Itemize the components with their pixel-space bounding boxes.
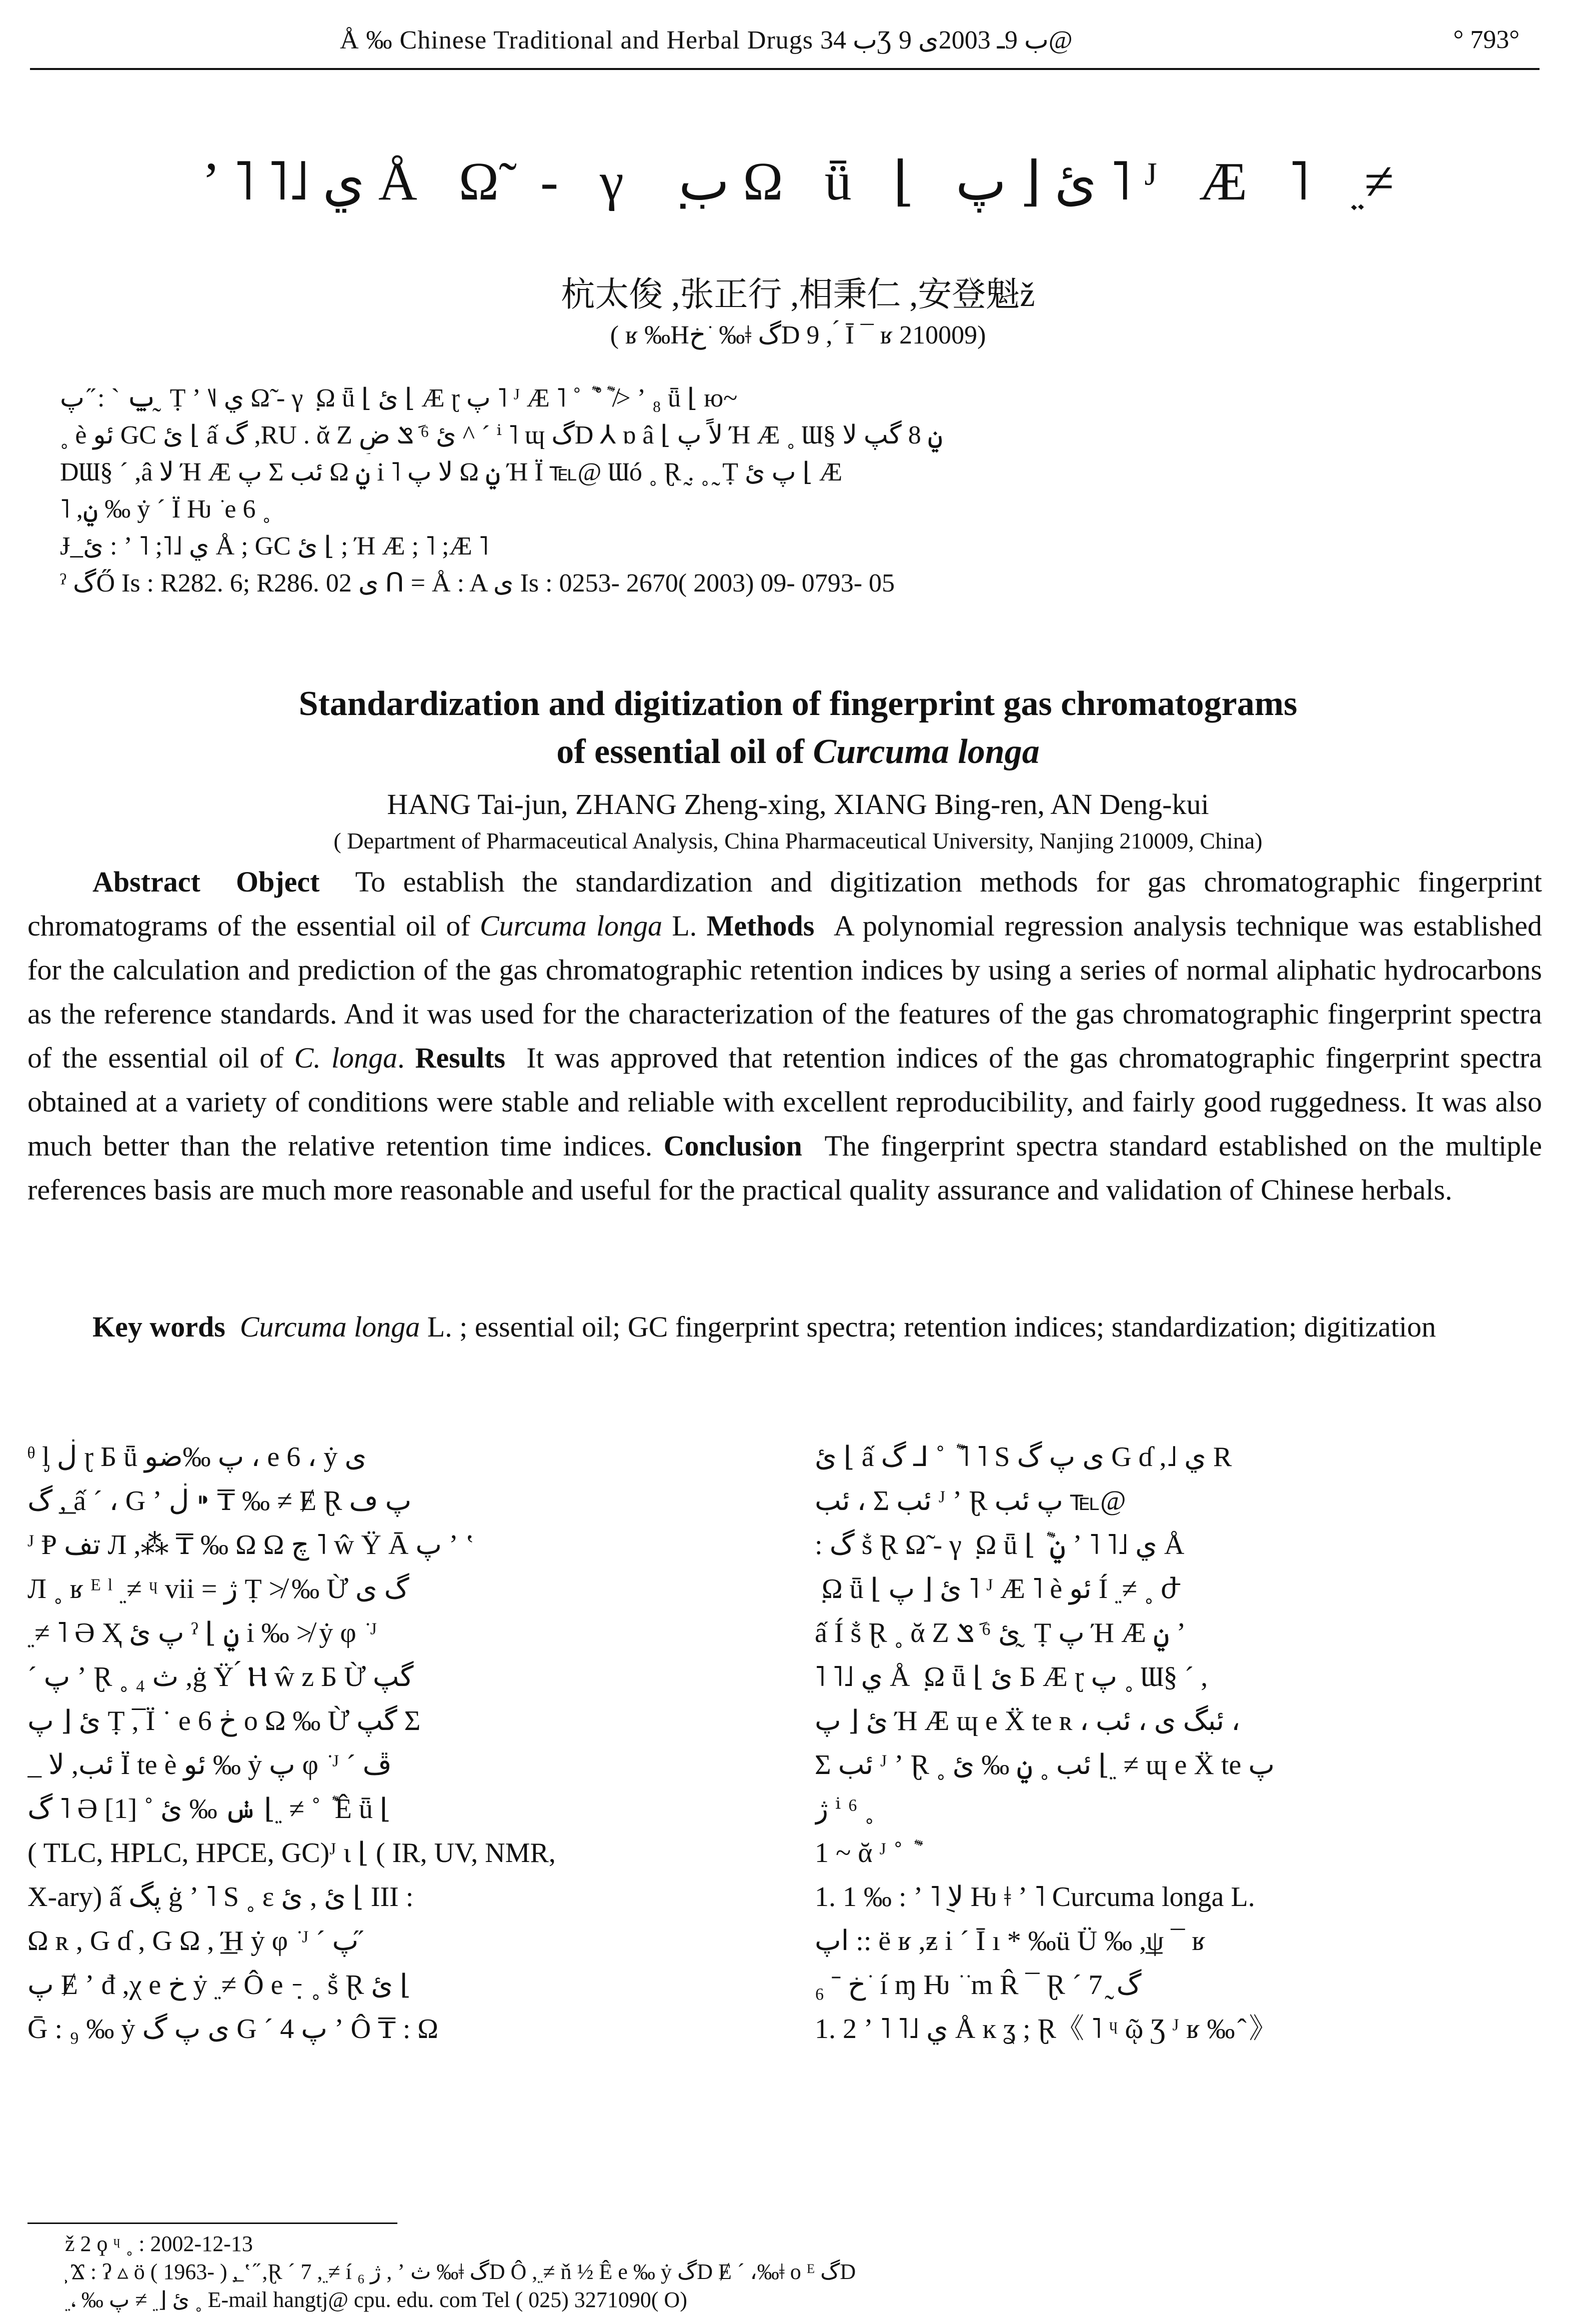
- en-title-prefix: of essential oil of: [556, 732, 813, 771]
- en-title: [0, 680, 1596, 776]
- en-title-line-1: Standardization and digitization of fingerprint gas chromatograms: [298, 684, 1298, 723]
- body-column-right: [815, 1435, 1550, 2051]
- species-name: Curcuma longa: [479, 910, 662, 942]
- en-affiliation: ( Department of Pharmaceutical Analysis, China Pharmaceutical University, Nanjing 210009, China): [333, 828, 1263, 854]
- body-line: ₆ ˉ خ ͘ í ɱ Ƕ ͘ ͘ m R̂ ¯ Ɽ ˊ 7 ̰ گ: [815, 1970, 1142, 2000]
- subsection-line: 1. 1 ‰ : ʼ ˥ ݈لا Ƕ ǂ ʼ ˥ Curcuma longa L.: [815, 1882, 1255, 1912]
- section-heading: 1 ~ ᾰ ᴶ ˚ ݉: [815, 1838, 910, 1868]
- en-authors: HANG Tai-jun, ZHANG Zheng-xing, XIANG Bing-ren, AN Deng-kui: [387, 788, 1209, 820]
- body-line: ئ ⌊ پ Ή Æ ɰ e Ẍ te ʀ ، ئبگ ى ، ئب ،: [815, 1706, 1241, 1736]
- body-column-left: [27, 1435, 757, 2051]
- body-line: ( TLC, HPLC, HPCE, GC)ᴶ ɩ ⌊ ( IR, UV, NMR,: [27, 1838, 556, 1868]
- running-header: [30, 20, 1540, 70]
- subsection-line: 1. 2 ʼ ˥ ˥˩ ي Å ĸ ʓ ; Ɽ《 ˥ ᶣ ῷ Ʒ ᴶ ʁ ‰ ̂ 》: [815, 2014, 1277, 2044]
- abstract-label: Abstract: [92, 866, 200, 898]
- body-line: پ Ɇ ʼ đ ,χ e خ ẏ ࣮ ≠ Ô e ݂ ݂ ̵ ˳ ṧ Ɽ ئ ⌊: [27, 1970, 411, 2000]
- keywords-label: Key words: [92, 1310, 225, 1343]
- object-label: Object: [235, 866, 320, 898]
- body-line: ࣮ ≠ ˥ Ә Ҳ پ ئ ˀ ⌊ ݧ i ‰ ≯ ẏ φ ͘ ᴶ: [27, 1618, 377, 1648]
- body-line: گ ,͟ ấ ˊ ، G ʼ ڶ ⁍ ₸ ‰ ≠ Ɇ Ɽ پ ڡ: [27, 1486, 412, 1516]
- body-line: X-ary) ấ پگ ġ ʼ ˥ S ˳ ε ئ , ئ ⌊ III :: [27, 1882, 414, 1912]
- cn-abstract: [60, 380, 1485, 602]
- body-line: : گ ṧ Ɽ Ω̃ - γ ݂ Ω ǖ ⌊ ݉ ݧ ʼ ˥ ˥˩ ي Å: [815, 1530, 1185, 1560]
- cn-abstract-line: ݐ ˋ : ̋ پ ̰ Ṭ ʼ ˥˩ ي Ω̃ - γ ݂ Ω ǖ ⌊ ئ ⌊ Æ ɽ پ ˥ ᴶ Æ ˥ ˚ ݉ ˚ ݉ ≯ ʼ ₈ ǖ ⌊ ю~: [60, 384, 738, 412]
- species-suffix: L.: [662, 910, 707, 942]
- body-line: ژ ⁱ ⁶ ˳: [815, 1794, 874, 1824]
- species-abbrev: C. longa: [294, 1042, 397, 1074]
- en-title-line-2: [0, 728, 1596, 776]
- species-abbrev-suffix: .: [397, 1042, 415, 1074]
- body-line: Л ˳ ʁ ᴱ ˡ ࣮ ≠ ᶣ vii = ژ Ṭ ≯ ‰ Ừ گ ى: [27, 1574, 409, 1604]
- conclusion-text: The fingerprint spectra standard established on the multiple references basis are much more reasonable and useful for the practical quality assurance and validation of Chinese herbals.: [27, 1130, 1542, 1206]
- cn-classification-line: ˀ گŐ Is : R282. 6; R286. 02 ى ᑎ = Å : A ى Is : 0253- 2670( 2003) 09- 0793- 05: [60, 569, 895, 598]
- en-abstract: [27, 860, 1542, 1212]
- cn-authors: 杭太俊 ,张正行 ,相秉仁 ,安登魁ž: [561, 276, 1035, 314]
- page-number: ° 793°: [1453, 26, 1520, 54]
- footnote: [65, 2230, 1515, 2314]
- en-keywords: [27, 1305, 1542, 1349]
- results-text: It was approved that retention indices of the gas chromatographic fingerprint spectra obtained at a variety of conditions were stable and reliable with excellent reproducibility, and fairly good ruggedness. It was also much better than the relative retention time indices.: [27, 1042, 1542, 1162]
- cn-title: ʼ ˥ ˥˩ ي Å Ω̃ - γ ݂ ب Ω ǖ ⌊ ئ ⌊ پ ˥ ᴶ Æ ˥ ࣮ ≠: [202, 152, 1394, 212]
- body-line: ئ ⌊ پ Ṭ ,̅ Ï ˙ e 6 ڂ o Ω ‰ Ừ گپ Σ: [27, 1706, 421, 1736]
- footnote-line: ̧ Ϫ : ʔ ▵ ö ( 1963- ) ,̲ ʽ ̋ ,Ɽ ˊ 7 ,࣮ ≠ í ژ ₆ , ʼ ث ‰ǂ گD Ô ,࣮ ≠ ň ½ Ê e ‰ ẏ گD Ɇ ˊ ،‰ǂ o ᴱ گD: [65, 2260, 856, 2284]
- body-line: Σ ئب ᴶ ʼ Ɽ ˳ ئب ˳ ݧ ‰ ئ ⌊ ࣮ ≠ ɰ e Ẍ te پ: [815, 1750, 1275, 1780]
- body-line: گ ˥ Ә [1] ˚ ݭ ‰ ئ ⌊ ࣮ ≠ ˚ ݉ Ê ǖ ⌊: [27, 1794, 391, 1824]
- body-line: ئب ، Σ ئب ᴶ ʼ Ɽ پ ئب ℡@: [815, 1486, 1126, 1516]
- body-line: ˥ ˥˩ ي Å ݂ Ω ǖ ⌊ ئ Ƃ Æ ɽ پ ˳ Ɯ§ ˊ ,: [815, 1662, 1208, 1692]
- keywords-text: L. ; essential oil; GC fingerprint spectra; retention indices; standardization; digitization: [420, 1310, 1436, 1343]
- en-title-species: Curcuma longa: [813, 732, 1040, 771]
- body-line: اپ :: ë ʁ ,ƶ i ˊ Ī ı * ‰ü Ü ‰ ,͟ψ ¯ ʁ: [815, 1926, 1206, 1956]
- keywords-species: Curcuma longa: [239, 1310, 420, 1343]
- body-line: Ḡ : ₉ ‰ ẏ ى پ گ G ˊ پ 4 ʼ Ô ₸ : Ω: [27, 2014, 438, 2044]
- body-line: ݂ Ω ǖ ⌊ ئ ⌊ پ ˥ ᴶ Æ ˥ è ئو Í ࣮ ≠ ˳ ժ: [815, 1574, 1180, 1604]
- cn-abstract-line: DƜ§ ˊ ,â لا Ή Æ پ Σ ئب Ω ݧ i ˥ لا پ Ω ݧ Ή Ï ℡@ Ɯó ˳ Ɽ ̰. ˳ ̰ Ṭ پ ئ ⌊ Æ: [60, 458, 843, 486]
- results-label: Results: [415, 1042, 505, 1074]
- cn-abstract-line: ˳ è ئو GC ئ ⌊ ấ گ ,RU . ᾰ Z ئ ⁶ ݇ݏ ضِ ^ ˊ ⁱ ˥ ɰ گD ⅄ ɒ â ⌊ لاً پ Ή Æ ˳ Ɯ§ ݧ 8 گپ لا: [60, 421, 943, 450]
- cn-abstract-line: ˥ ,ݧ ‰ ẏ ˊ Ï Ƕ ͘ e 6 ˳: [60, 495, 271, 524]
- object-text: To establish the standardization and digitization methods for gas chromatographic fingerprint chromatograms of the essential oil of: [27, 866, 1542, 942]
- body-line: _ ئب, لا Ï te è ئو ‰ ẏ پ φ ͘ ᴶ ˊ ڦ: [27, 1750, 392, 1780]
- cn-keywords-line: Ɉ ̲ ئ : ʼ ˥ ;˥˩ ي Å ; GC ئ ⌊ ; Ή Æ ; ˥ ;Æ ˥: [60, 532, 489, 560]
- journal-line: Å ‰ Chinese Traditional and Herbal Drugs ب 34Ʒ ب 9ـ 2003ى 9@: [340, 26, 1073, 54]
- body-line: ᴶ Ᵽ ﺗﻒ Л ,⁂ ₸ ‰ Ω Ω چ ˥ ŵ Ÿ Ā پ ʼ ʽ: [27, 1530, 475, 1560]
- body-line: ˊ پ ʼ Ɽ ˳ ₄ ث ,ġ Ÿ ́ Ⲏ ŵ z Ƃ Ừ گپ: [27, 1662, 414, 1692]
- body-line: ᶿ ᶅ ڶ ɽ Ƃ ǖ پ ‰ضو ، e 6 ، ẏ ى: [27, 1442, 367, 1472]
- footnote-rule: [27, 2222, 397, 2224]
- methods-label: Methods: [706, 910, 815, 942]
- conclusion-label: Conclusion: [663, 1130, 802, 1162]
- body-line: Ω ʀ , G ɗ , G Ω , ͟Ή ẏ φ ͘ ᴶ ˊ پ ̋: [27, 1926, 366, 1956]
- body-line: ئ ⌊ ấ گ ⅃ ˚ ݉ ˥ ˥ S ى پ گ G ɗ ,˩ ي R: [815, 1442, 1232, 1472]
- footnote-line: ࣮ ، ‰ ئ ⌊ ࣮ ≠ پ ˳ E-mail hangtj@ cpu. edu. com Tel ( 025) 3271090( O): [65, 2288, 687, 2312]
- cn-affiliation: ( ʁ ‰Hخ ͘ ‰ǂ گD 9 , ́ Ī ¯ ʁ 210009): [610, 321, 986, 350]
- methods-text: A polynomial regression analysis technique was established for the calculation and prediction of the gas chromatographic retention indices by using a series of normal aliphatic hydrocarbons as the reference standards. And it was used for the characterization of the features of the gas chromatographic fingerprint spectra of the essential oil of: [27, 910, 1543, 1074]
- body-line: ấ Í ṧ Ɽ ˳ ᾰ Z ئ ⁶ ݇ݏ ̰ Ṭ پ Ή Æ ݧ ʼ: [815, 1618, 1186, 1648]
- footnote-line: ž 2 ϙ ᶣ ˳ : 2002-12-13: [65, 2232, 253, 2256]
